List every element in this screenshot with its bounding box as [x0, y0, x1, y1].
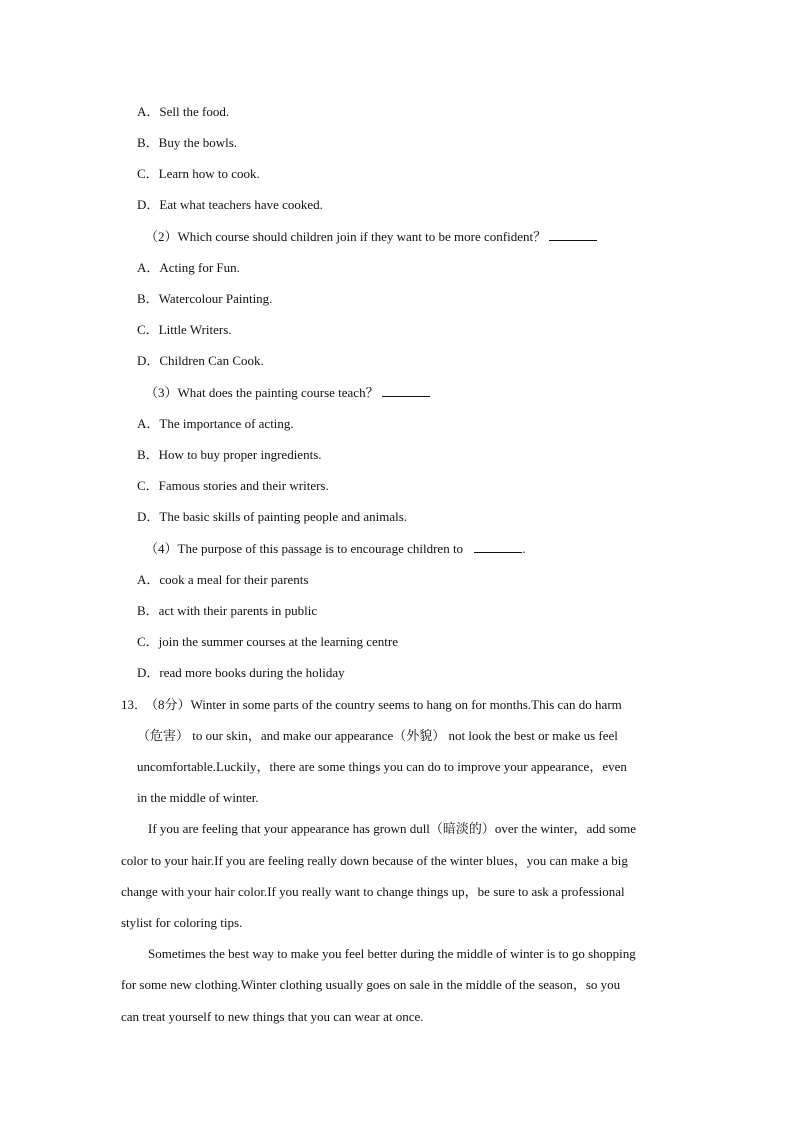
option-a: A．cook a meal for their parents: [137, 572, 309, 587]
passage-line: in the middle of winter.: [137, 790, 259, 805]
passage-line: color to your hair.If you are feeling really down because of the winter blues，you can make a big: [121, 853, 628, 868]
question-stem: （2）Which course should children join if they want to be more confident？: [145, 228, 597, 246]
passage-line: If you are feeling that your appearance has grown dull（暗淡的）over the winter，add some: [148, 821, 637, 836]
option-c: C．Little Writers.: [137, 322, 232, 337]
option-c: C．Learn how to cook.: [137, 166, 260, 181]
passage-line: （危害） to our skin，and make our appearance（外貌） not look the best or make us feel: [137, 728, 618, 743]
option-c: C．Famous stories and their writers.: [137, 478, 329, 493]
option-b: B．Buy the bowls.: [137, 135, 238, 150]
option-d: D．Children Can Cook.: [137, 353, 264, 368]
answer-blank[interactable]: [382, 396, 430, 397]
answer-blank[interactable]: [474, 552, 522, 553]
option-a: A．The importance of acting.: [137, 416, 294, 431]
question-number: 13．: [121, 697, 148, 712]
option-c: C．join the summer courses at the learning centre: [137, 634, 399, 649]
option-b: B．act with their parents in public: [137, 603, 318, 618]
question-stem: （3）What does the painting course teach？: [145, 384, 430, 402]
option-a: A．Acting for Fun.: [137, 260, 240, 275]
passage-line: change with your hair color.If you really want to change things up，be sure to ask a professional: [121, 884, 625, 899]
passage-line: can treat yourself to new things that you can wear at once.: [121, 1009, 424, 1024]
passage-line: uncomfortable.Luckily，there are some things you can do to improve your appearance，even: [137, 759, 627, 774]
passage-line: for some new clothing.Winter clothing usually goes on sale in the middle of the season，so you: [121, 977, 621, 992]
question-stem: （4）The purpose of this passage is to encourage children to .: [145, 541, 526, 556]
option-d: D．Eat what teachers have cooked.: [137, 197, 323, 212]
option-b: B．How to buy proper ingredients.: [137, 447, 322, 462]
passage-line: （8分）Winter in some parts of the country seems to hang on for months.This can do harm: [145, 697, 622, 712]
option-a: A．Sell the food.: [137, 104, 230, 119]
option-d: D．The basic skills of painting people and animals.: [137, 509, 408, 524]
answer-blank[interactable]: [549, 240, 597, 241]
option-b: B．Watercolour Painting.: [137, 291, 273, 306]
passage-line: stylist for coloring tips.: [121, 915, 243, 930]
passage-line: Sometimes the best way to make you feel better during the middle of winter is to go shopping: [148, 946, 636, 961]
option-d: D．read more books during the holiday: [137, 665, 345, 680]
